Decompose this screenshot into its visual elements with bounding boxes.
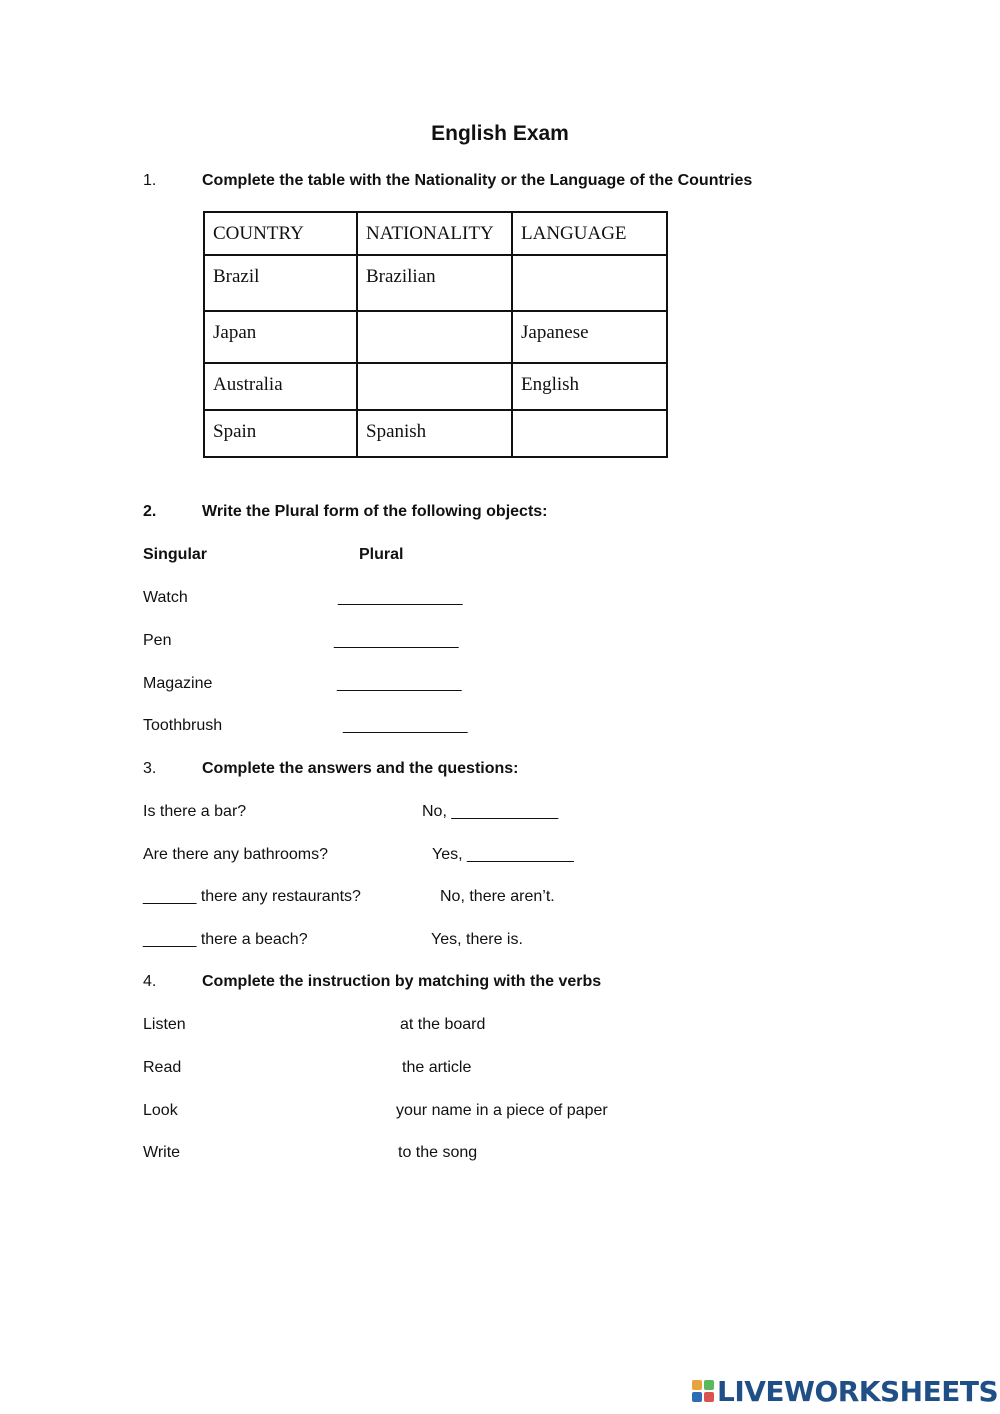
- col-singular: Singular: [143, 546, 208, 563]
- q2-number: 2.: [143, 503, 157, 520]
- logo-square: [704, 1392, 714, 1402]
- plural-blank[interactable]: ______________: [343, 717, 468, 734]
- q4-verb[interactable]: Read: [143, 1059, 182, 1076]
- q1-instruction: Complete the table with the Nationality or the Language of the Countries: [202, 172, 753, 189]
- logo-square: [692, 1380, 702, 1390]
- singular-word: Toothbrush: [143, 717, 223, 734]
- q4-phrase[interactable]: the article: [402, 1059, 472, 1076]
- table-row: [204, 410, 667, 457]
- q3-number: 3.: [143, 760, 157, 777]
- table-cell-blank[interactable]: [357, 363, 512, 410]
- q4-instruction: Complete the instruction by matching with the verbs: [202, 973, 602, 990]
- q4-phrase[interactable]: at the board: [400, 1016, 486, 1033]
- header-nationality: NATIONALITY: [357, 212, 512, 255]
- q3-question[interactable]: ______ there a beach?: [143, 931, 308, 948]
- table-cell: Spanish: [357, 410, 512, 457]
- table-cell: Japan: [204, 311, 357, 363]
- table-header-row: [204, 212, 667, 255]
- plural-blank[interactable]: ______________: [337, 675, 462, 692]
- q3-question: Is there a bar?: [143, 803, 247, 820]
- country-table: [203, 211, 668, 458]
- table-cell: Brazil: [204, 255, 357, 311]
- table-cell: Japanese: [512, 311, 667, 363]
- singular-word: Watch: [143, 589, 188, 606]
- table-cell-blank[interactable]: [512, 410, 667, 457]
- q4-number: 4.: [143, 973, 157, 990]
- q2-instruction: Write the Plural form of the following objects:: [202, 503, 548, 520]
- q3-answer: No, there aren’t.: [440, 888, 555, 905]
- table-row: [204, 311, 667, 363]
- table-cell: Spain: [204, 410, 357, 457]
- table-cell: English: [512, 363, 667, 410]
- logo-square: [704, 1380, 714, 1390]
- table-cell: Brazilian: [357, 255, 512, 311]
- plural-blank[interactable]: ______________: [338, 589, 463, 606]
- table-cell-blank[interactable]: [357, 311, 512, 363]
- table-row: [204, 255, 667, 311]
- logo-text: LIVEWORKSHEETS: [717, 1374, 999, 1408]
- q3-question: Are there any bathrooms?: [143, 846, 328, 863]
- liveworksheets-logo[interactable]: [692, 1374, 998, 1408]
- q3-answer[interactable]: No, ____________: [422, 803, 559, 820]
- q4-verb[interactable]: Write: [143, 1144, 181, 1161]
- q4-phrase[interactable]: your name in a piece of paper: [396, 1102, 608, 1119]
- logo-square: [692, 1392, 702, 1402]
- table-cell-blank[interactable]: [512, 255, 667, 311]
- liveworksheets-logo-icon: [692, 1380, 714, 1402]
- page-title: English Exam: [431, 122, 569, 145]
- singular-word: Magazine: [143, 675, 213, 692]
- q3-answer[interactable]: Yes, ____________: [432, 846, 574, 863]
- q4-phrase[interactable]: to the song: [398, 1144, 478, 1161]
- q1-number: 1.: [143, 172, 157, 189]
- q3-question[interactable]: ______ there any restaurants?: [143, 888, 361, 905]
- plural-blank[interactable]: ______________: [334, 632, 459, 649]
- col-plural: Plural: [359, 546, 404, 563]
- table-row: [204, 363, 667, 410]
- q3-answer: Yes, there is.: [431, 931, 523, 948]
- table-cell: Australia: [204, 363, 357, 410]
- header-country: COUNTRY: [204, 212, 357, 255]
- singular-word: Pen: [143, 632, 172, 649]
- q4-verb[interactable]: Listen: [143, 1016, 186, 1033]
- q3-instruction: Complete the answers and the questions:: [202, 760, 519, 777]
- q4-verb[interactable]: Look: [143, 1102, 178, 1119]
- header-language: LANGUAGE: [512, 212, 667, 255]
